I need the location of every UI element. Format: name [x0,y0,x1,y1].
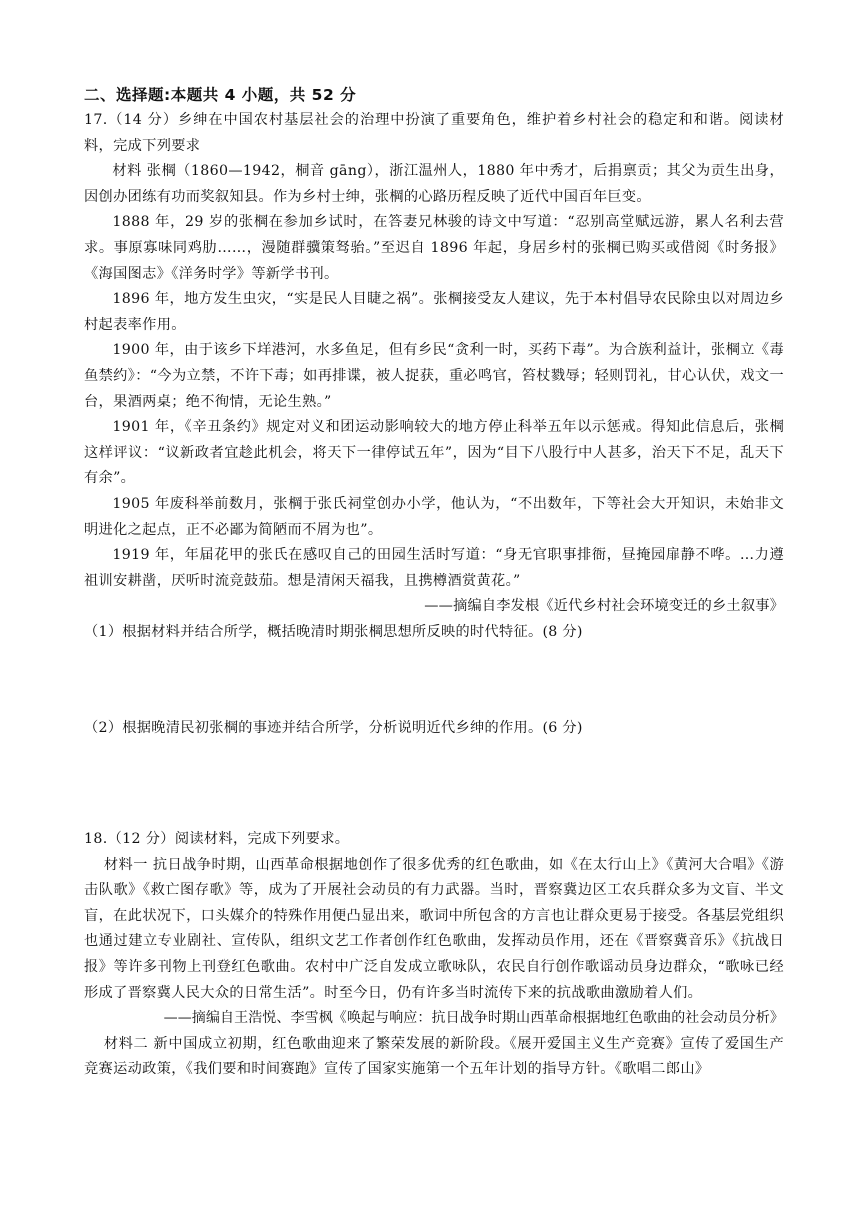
section-title: 二、选择题:本题共 4 小题，共 52 分 [84,86,357,104]
q18-material-2: 材料二 新中国成立初期，红色歌曲迎来了繁荣发展的新阶段。《展开爱国主义生产竞赛》宣传了爱国生产竞赛运动政策，《我们要和时间赛跑》宣传了国家实施第一个五年计划的指导方针。《歌唱二郎山》 [84,1035,784,1078]
q17-paragraph-1919: 1919 年，年届花甲的张氏在感叹自己的田园生活时写道：“身无官职事排衙，昼掩园扉静不哗。…力遵祖训安耕凿，厌听时流竞鼓茄。想是清闲天福我，且携樽酒赏黄花。” [84,547,784,589]
q17-source-citation: ——摘编自李发根《近代乡村社会环境变迁的乡土叙事》 [424,598,784,615]
q17-paragraph-1888: 1888 年，29 岁的张棡在参加乡试时，在答妻兄林骏的诗文中写道：“忍别高堂赋远游，累人名利去营求。事原寡味同鸡肋……，漫随群骥策驽骀。”至迟自 1896 年起，身居乡村的张棡已购买或借阅《时务报》《海国图志》《洋务时学》等新学书刊。 [84,214,784,282]
q17-material-intro: 材料 张棡（1860—1942，桐音 gāng），浙江温州人，1880 年中秀才，后捐禀贡；其父为贡生出身，因创办团练有功而奖叙知县。作为乡村士绅，张棡的心路历程反映了近代中国百年巨变。 [84,163,784,205]
question-17-stem: 17.（14 分）乡绅在中国农村基层社会的治理中扮演了重要角色，维护着乡村社会的稳定和和谐。阅读材料，完成下列要求 [84,112,784,154]
q17-paragraph-1900: 1900 年，由于该乡下垟港河，水多鱼足，但有乡民“贪利一时，买药下毒”。为合族利益计，张棡立《毒鱼禁约》：“今为立禁，不许下毒；如再排谍，被人捉获，重必鸣官，笞杖戮辱；轻则罚礼，甘心认伏，戏文一台，果酒两桌；绝不徇情，无论生熟。” [84,342,784,410]
q17-paragraph-1901: 1901 年，《辛丑条约》规定对义和团运动影响较大的地方停止科举五年以示惩戒。得知此信息后，张棡这样评议：“议新政者宜趁此机会，将天下一律停试五年”，因为“目下八股行中人甚多，治天下不足，乱天下有余”。 [84,419,784,487]
q18-source-citation: ——摘编自王浩悦、李雪枫《唤起与响应：抗日战争时期山西革命根据地红色歌曲的社会动员分析》 [163,1010,784,1027]
q17-subquestion-2: （2）根据晚清民初张棡的事迹并结合所学，分析说明近代乡绅的作用。(6 分) [84,720,583,737]
q17-paragraph-1896: 1896 年，地方发生虫灾，“实是民人目睫之祸”。张棡接受友人建议，先于本村倡导农民除虫以对周边乡村起表率作用。 [84,291,784,333]
q18-material-1: 材料一 抗日战争时期，山西革命根据地创作了很多优秀的红色歌曲，如《在太行山上》《黄河大合唱》《游击队歌》《救亡图存歌》等，成为了开展社会动员的有力武器。当时，晋察冀边区工农兵群众多为文盲、半文盲，在此状况下，口头媒介的特殊作用便凸显出来，歌词中所包含的方言也让群众更易于接受。各基层党组织也通过建立专业剧社、宣传队，组织文艺工作者创作红色歌曲，发挥动员作用，还在《晋察冀音乐》《抗战日报》等许多刊物上刊登红色歌曲。农村中广泛自发成立歌咏队，农民自行创作歌谣动员身边群众，“歌咏已经形成了晋察冀人民大众的日常生活”。时至今日，仍有许多当时流传下来的抗战歌曲激励着人们。 [84,856,784,1001]
question-18-stem: 18.（12 分）阅读材料，完成下列要求。 [84,831,350,848]
answer-space[interactable] [84,742,784,827]
answer-space[interactable] [84,645,784,716]
q17-paragraph-1905: 1905 年废科举前数月，张棡于张氏祠堂创办小学，他认为，“不出数年，下等社会大开知识，未始非文明进化之起点，正不必鄙为简陋而不屑为也”。 [84,495,784,538]
exam-page [84,84,784,1083]
q17-subquestion-1: （1）根据材料并结合所学，概括晚清时期张棡思想所反映的时代特征。(8 分) [84,623,583,640]
